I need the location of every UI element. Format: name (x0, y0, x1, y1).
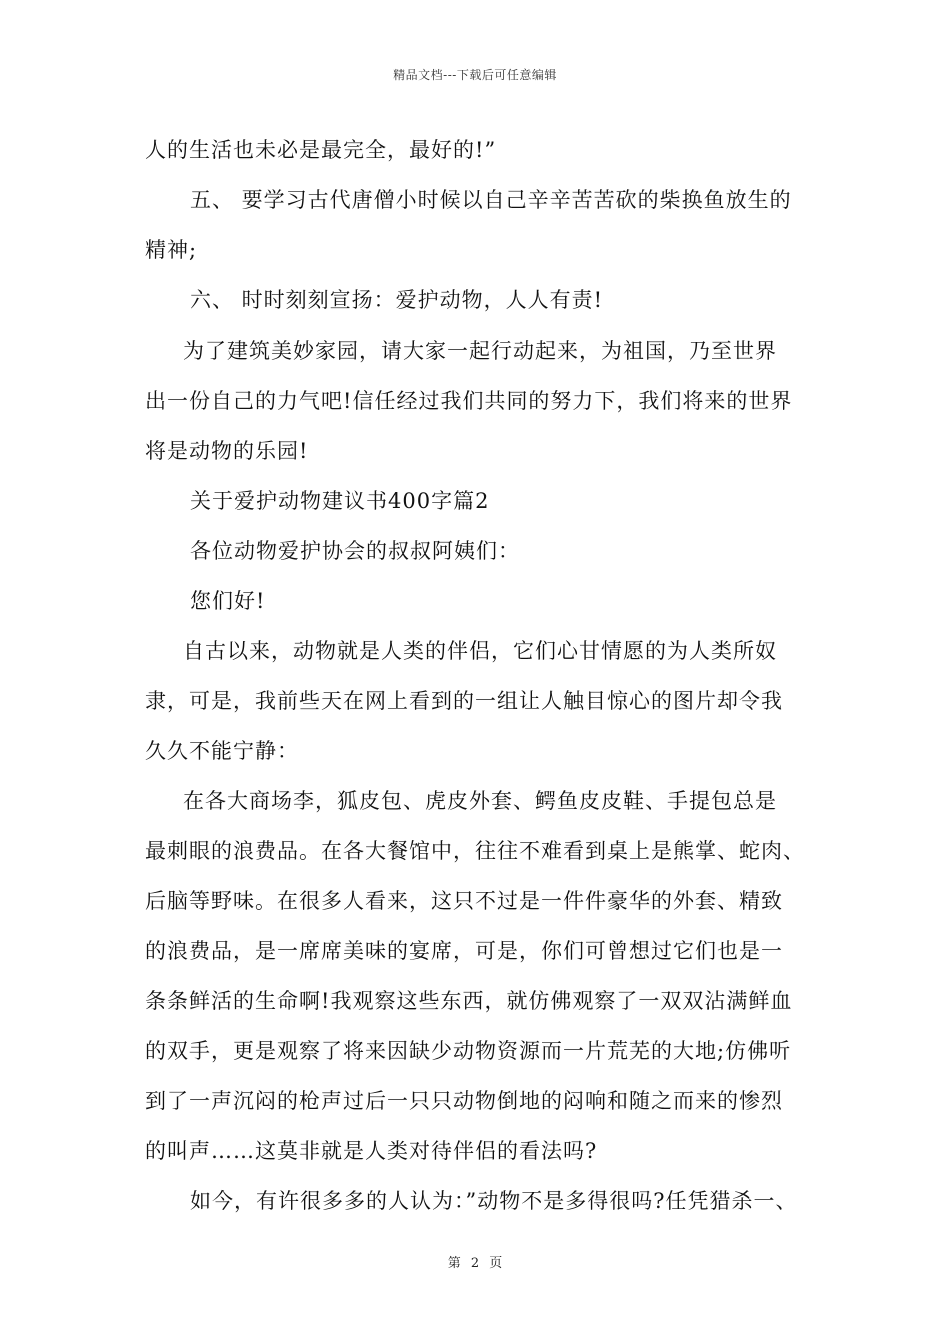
text-line: 自古以来，动物就是人类的伴侣，它们心甘情愿的为人类所奴 (183, 639, 777, 663)
text-line: 的双手，更是观察了将来因缺少动物资源而一片荒芜的大地;仿佛听 (145, 1039, 792, 1063)
page-header: 精品文档---下载后可任意编辑 (393, 68, 557, 82)
text-line: 的叫声……这莫非就是人类对待伴侣的看法吗? (145, 1139, 598, 1163)
text-line: 最刺眼的浪费品。在各大餐馆中，往往不难看到桌上是熊掌、蛇肉、 (145, 839, 805, 863)
text-line: 到了一声沉闷的枪声过后一只只动物倒地的闷响和随之而来的惨烈 (145, 1089, 783, 1113)
page-number: 第 2 页 (447, 1256, 503, 1271)
text-line: 五、 要学习古代唐僧小时候以自己辛辛苦苦砍的柴换鱼放生的 (190, 188, 792, 212)
text-line: 的浪费品，是一席席美味的宴席，可是，你们可曾想过它们也是一 (145, 939, 783, 963)
text-line: 六、 时时刻刻宣扬：爱护动物，人人有责! (190, 288, 604, 312)
text-line: 隶，可是，我前些天在网上看到的一组让人触目惊心的图片却令我 (145, 689, 783, 713)
text-line: 精神; (145, 238, 198, 262)
text-line: 在各大商场李，狐皮包、虎皮外套、鳄鱼皮皮鞋、手提包总是 (183, 789, 777, 813)
salutation: 各位动物爱护协会的叔叔阿姨们： (190, 539, 520, 563)
text-line: 久久不能宁静： (145, 739, 299, 763)
text-line: 如今，有许很多多的人认为：”动物不是多得很吗?任凭猎杀一、 (190, 1189, 798, 1213)
text-line: 为了建筑美妙家园，请大家一起行动起来，为祖国，乃至世界 (183, 339, 777, 363)
text-line: 人的生活也未必是最完全，最好的!” (145, 138, 497, 162)
text-line: 后脑等野味。在很多人看来，这只不过是一件件豪华的外套、精致 (145, 889, 783, 913)
greeting: 您们好! (190, 589, 266, 613)
section-heading: 关于爱护动物建议书400字篇2 (190, 489, 490, 513)
text-line: 出一份自己的力气吧!信任经过我们共同的努力下，我们将来的世界 (145, 389, 793, 413)
text-line: 条条鲜活的生命啊!我观察这些东西，就仿佛观察了一双双沾满鲜血 (145, 989, 793, 1013)
text-line: 将是动物的乐园! (145, 439, 309, 463)
